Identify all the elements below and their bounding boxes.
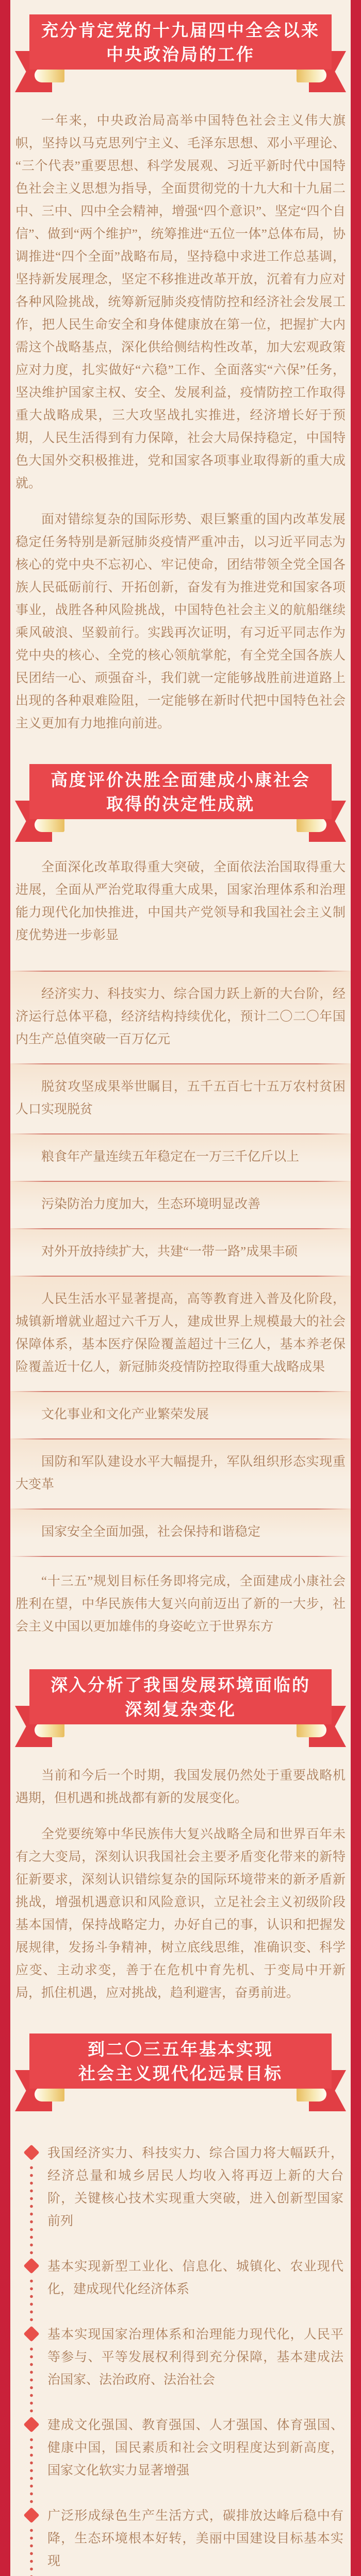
section-3-body [10,1765,351,2005]
goal-text: 基本实现国家治理体系和治理能力现代化，人民平等参与、平等发展权利得到充分保障，基本建成法治国家、法治政府、法治社会 [47,2328,343,2387]
goal-item [10,2256,343,2301]
achievement-text: 经济实力、科技实力、综合国力跃上新的大台阶，经济运行总体平稳，经济结构持续优化，预计二〇二〇年国内生产总值突破一百万亿元 [15,987,346,1046]
section-2-lead-paragraph: 全面深化改革取得重大突破，全面依法治国取得重大进展，全面从严治党取得重大成果，国家治理体系和治理能力现代化加快推进，中国共产党领导和我国社会主义制度优势进一步彰显 [15,860,346,942]
section-title-2 [29,764,332,819]
top-margin [10,0,351,14]
achievement-item [10,1438,351,1509]
section-banner-1 [29,14,332,70]
section-title-3-line1: 深入分析了我国发展环境面临的 [51,1675,310,1694]
section-title-4-line2: 社会主义现代化远景目标 [78,2064,283,2083]
section-title-1 [29,14,332,70]
achievement-text: 对外开放持续扩大，共建“一带一路”成果丰硕 [41,1245,298,1259]
ribbon-fold-right-icon [297,1723,326,1737]
goal-item [10,2505,343,2573]
achievement-item [10,1063,351,1133]
ribbon-fold-left-icon [35,818,64,832]
section-title-2-line2: 取得的决定性成就 [106,794,255,814]
achievement-text: 国防和军队建设水平大幅提升，军队组织形态实现重大变革 [15,1455,346,1492]
achievement-item [10,1391,351,1438]
goal-text: 建成文化强国、教育强国、人才强国、体育强国、健康中国，国民素质和社会文明程度达到新高度，国家文化软实力显著增强 [47,2418,343,2478]
paragraph: 全党要统筹中华民族伟大复兴战略全局和世界百年未有之大变局，深刻认识我国社会主要矛盾变化带来的新特征新要求，深刻认识错综复杂的国际环境带来的新矛盾新挑战，增强机遇意识和风险意识，立足社会主义初级阶段基本国情，保持战略定力，办好自己的事，认识和把握发展规律，发扬斗争精神，树立底线思维，准确识变、科学应变、主动求变，善于在危机中育先机、于变局中开新局，抓住机遇，应对挑战，趋利避害，奋勇前进。 [15,1827,346,2000]
section-banner-4 [29,2033,332,2089]
section-2-closing-paragraph: “十三五”规划目标任务即将完成，全面建成小康社会胜利在望，中华民族伟大复兴向前迈出了新的一大步，社会主义中国以更加雄伟的身姿屹立于世界东方 [15,1574,346,1634]
paragraph: 一年来，中央政治局高举中国特色社会主义伟大旗帜，坚持以马克思列宁主义、毛泽东思想、邓小平理论、“三个代表”重要思想、科学发展观、习近平新时代中国特色社会主义思想为指导，全面贯彻党的十九大和十九届二中、三中、四中全会精神，增强“四个意识”、坚定“四个自信”、做到“两个维护”，统筹推进“五位一体”总体布局，协调推进“四个全面”战略布局，坚持稳中求进工作总基调，坚持新发展理念，坚定不移推进改革开放，沉着有力应对各种风险挑战，统筹新冠肺炎疫情防控和经济社会发展工作，把人民生命安全和身体健康放在第一位，把握扩大内需这个战略基点，深化供给侧结构性改革，加大宏观政策应对力度，扎实做好“六稳”工作、全面落实“六保”任务，坚决维护国家主权、安全、发展利益，疫情防控工作取得重大战略成果，三大攻坚战扎实推进，经济增长好于预期，人民生活得到有力保障，社会大局保持稳定，中国特色大国外交积极推进，党和国家各项事业取得新的重大成就。 [15,114,346,490]
section-title-3 [29,1669,332,1724]
achievement-list [10,971,351,1557]
diamond-bullet-icon [23,2258,39,2274]
goal-item [10,2324,343,2392]
ribbon-fold-right-icon [297,68,326,82]
section-title-4 [29,2033,332,2089]
goal-item [10,2414,343,2482]
goal-text: 我国经济实力、科技实力、综合国力将大幅跃升，经济总量和城乡居民人均收入将再迈上新的大台阶，关键核心技术实现重大突破，进入创新型国家前列 [47,2146,343,2228]
section-title-1-line1: 充分肯定党的十九届四中全会以来 [41,21,320,40]
ribbon-fold-right-icon [297,2087,326,2102]
achievement-item [10,971,351,1063]
ribbon-fold-left-icon [35,68,64,82]
goal-text: 基本实现新型工业化、信息化、城镇化、农业现代化，建成现代化经济体系 [47,2260,343,2296]
achievement-item [10,1228,351,1276]
goal-list [10,2142,351,2576]
achievement-item [10,1276,351,1391]
dotted-connector-icon [29,2345,34,2415]
paragraph: 当前和今后一个时期，我国发展仍然处于重要战略机遇期，但机遇和挑战都有新的发展变化。 [15,1769,346,1805]
achievement-item [10,1133,351,1181]
achievement-text: 粮食年产量连续五年稳定在一万三千亿斤以上 [41,1150,300,1164]
section-title-1-line2: 中央政治局的工作 [106,45,255,64]
section-title-3-line2: 深刻复杂变化 [125,1700,236,1719]
achievement-text: 脱贫攻坚成果举世瞩目，五千五百七十五万农村贫困人口实现脱贫 [15,1080,346,1116]
achievement-text: 文化事业和文化产业繁荣发展 [41,1408,209,1421]
section-banner-2 [29,764,332,819]
diamond-bullet-icon [23,2144,39,2160]
section-title-4-line1: 到二〇三五年基本实现 [88,2040,273,2059]
dotted-connector-icon [29,2164,34,2257]
diamond-bullet-icon [23,2416,39,2432]
achievement-text: 污染防治力度加大，生态环境明显改善 [41,1197,261,1211]
dotted-connector-icon [29,2277,34,2325]
dotted-connector-icon [29,2436,34,2506]
diamond-bullet-icon [23,2507,39,2523]
achievement-text: 国家安全全面加强，社会保持和谐稳定 [41,1525,261,1539]
achievement-item [10,1181,351,1228]
section-banner-3 [29,1669,332,1724]
paragraph: 面对错综复杂的国际形势、艰巨繁重的国内改革发展稳定任务特别是新冠肺炎疫情严重冲击，以习近平同志为核心的党中央不忘初心、牢记使命，团结带领全党全国各族人民砥砺前行、开拓创新，奋发有为推进党和国家各项事业，战胜各种风险挑战，中国特色社会主义的航船继续乘风破浪、坚毅前行。实践再次证明，有习近平同志作为党中央的核心、全党的核心领航掌舵，有全党全国各族人民团结一心、顽强奋斗，我们就一定能够战胜前进道路上出现的各种艰难险阻，一定能够在新时代把中国特色社会主义更加有力地推向前进。 [15,513,346,731]
goal-item [10,2142,343,2233]
achievement-item [10,1509,351,1556]
section-1-body [10,110,351,735]
dotted-connector-icon [29,2527,34,2576]
section-title-2-line1: 高度评价决胜全面建成小康社会 [51,770,310,789]
goal-text: 广泛形成绿色生产生活方式，碳排放达峰后稳中有降，生态环境根本好转，美丽中国建设目标基本实现 [47,2509,343,2568]
ribbon-fold-right-icon [297,818,326,832]
achievement-text: 人民生活水平显著提高，高等教育进入普及化阶段，城镇新增就业超过六千万人，建成世界上规模最大的社会保障体系，基本医疗保险覆盖超过十三亿人，基本养老保险覆盖近十亿人，新冠肺炎疫情防控取得重大战略成果 [15,1292,346,1374]
diamond-bullet-icon [23,2326,39,2342]
ribbon-fold-left-icon [35,2087,64,2102]
ribbon-fold-left-icon [35,1723,64,1737]
